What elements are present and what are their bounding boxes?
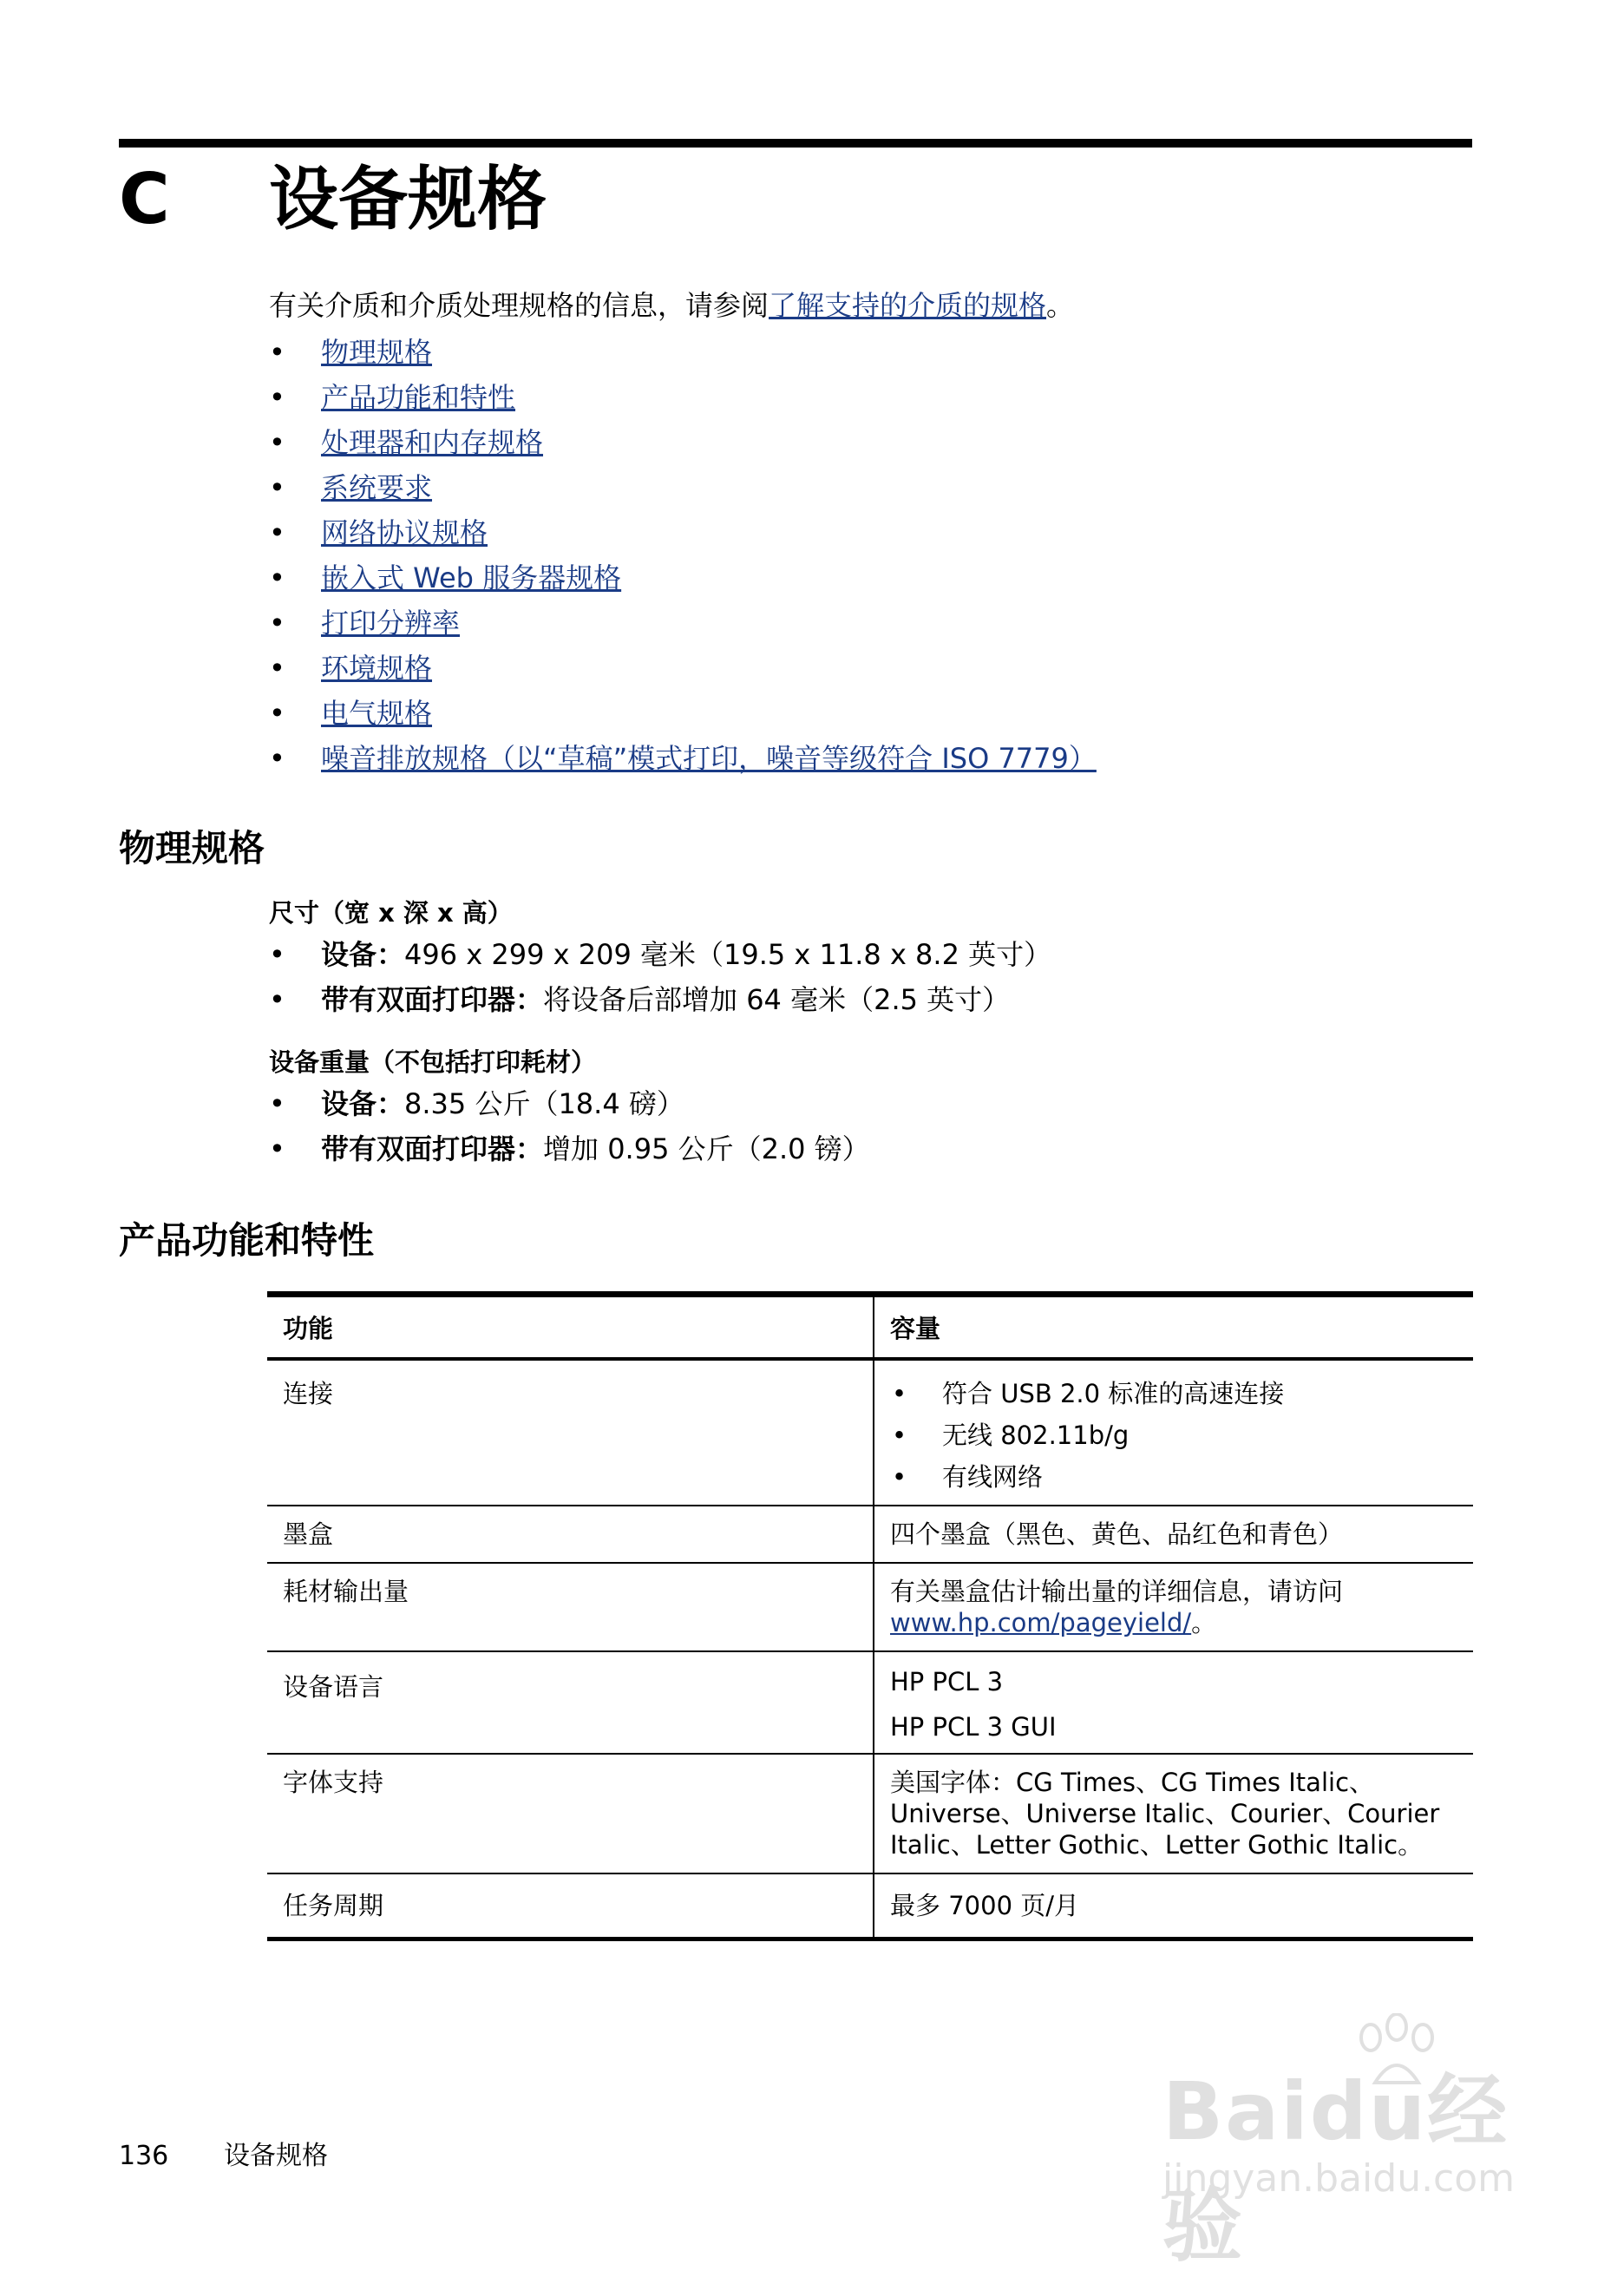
yield-end: 。 bbox=[1191, 1608, 1217, 1637]
toc-link-resolution[interactable]: 打印分辨率 bbox=[321, 607, 461, 640]
list-item bbox=[890, 1414, 1457, 1456]
feature-name: 耗材输出量 bbox=[267, 1563, 874, 1651]
feature-value: 四个墨盒（黑色、黄色、品红色和青色） bbox=[874, 1506, 1473, 1563]
feature-value bbox=[874, 1563, 1473, 1651]
bullet: • bbox=[269, 471, 285, 504]
toc-link-features[interactable]: 产品功能和特性 bbox=[321, 381, 516, 414]
bullet: • bbox=[269, 607, 285, 640]
item-label: 设备： bbox=[321, 938, 405, 971]
bullet: • bbox=[269, 938, 285, 971]
footer-title: 设备规格 bbox=[224, 2141, 328, 2171]
col-header-feature: 功能 bbox=[267, 1295, 874, 1360]
item-value: 8.35 公斤（18.4 磅） bbox=[404, 1087, 684, 1120]
feature-value bbox=[874, 1359, 1473, 1506]
feature-value: 最多 7000 页/月 bbox=[874, 1873, 1473, 1939]
list-item-text: 符合 USB 2.0 标准的高速连接 bbox=[942, 1379, 1285, 1408]
table-row bbox=[267, 1873, 1473, 1939]
toc-list bbox=[269, 330, 1097, 781]
list-item bbox=[890, 1373, 1457, 1414]
intro-end: 。 bbox=[1046, 289, 1075, 322]
toc-link-network[interactable]: 网络协议规格 bbox=[321, 516, 488, 549]
item-label: 带有双面打印器： bbox=[321, 983, 544, 1016]
feature-name: 字体支持 bbox=[267, 1754, 874, 1873]
dimensions-label: 尺寸（宽 x 深 x 高） bbox=[269, 898, 513, 928]
language-line: HP PCL 3 GUI bbox=[890, 1712, 1057, 1742]
table-row bbox=[267, 1651, 1473, 1754]
table-row bbox=[267, 1506, 1473, 1563]
bullet: • bbox=[892, 1379, 907, 1408]
toc-link-physical[interactable]: 物理规格 bbox=[321, 336, 433, 369]
features-heading: 产品功能和特性 bbox=[119, 1219, 375, 1262]
weight-item bbox=[269, 1126, 870, 1171]
bullet: • bbox=[269, 516, 285, 549]
bullet: • bbox=[269, 983, 285, 1016]
table-row bbox=[267, 1563, 1473, 1651]
weight-list bbox=[269, 1081, 870, 1171]
table-header-row bbox=[267, 1295, 1473, 1360]
yield-text: 有关墨盒估计输出量的详细信息，请访问 bbox=[890, 1577, 1344, 1606]
toc-link-environment[interactable]: 环境规格 bbox=[321, 652, 433, 685]
toc-item bbox=[269, 510, 1097, 555]
list-item-text: 有线网络 bbox=[942, 1462, 1044, 1492]
list-item-text: 无线 802.11b/g bbox=[942, 1421, 1130, 1450]
watermark-url: jingyan.baidu.com bbox=[1162, 2156, 1516, 2201]
toc-item bbox=[269, 420, 1097, 465]
bullet: • bbox=[269, 652, 285, 685]
list-item bbox=[890, 1456, 1457, 1498]
weight-item bbox=[269, 1081, 870, 1126]
dimensions-list bbox=[269, 932, 1051, 1022]
item-label: 带有双面打印器： bbox=[321, 1132, 544, 1165]
toc-link-system[interactable]: 系统要求 bbox=[321, 471, 433, 504]
connectivity-list bbox=[890, 1373, 1457, 1498]
dimension-item bbox=[269, 932, 1051, 977]
chapter-letter: C bbox=[119, 159, 170, 240]
toc-link-electrical[interactable]: 电气规格 bbox=[321, 697, 433, 730]
toc-item bbox=[269, 646, 1097, 691]
features-table bbox=[267, 1291, 1473, 1941]
bullet: • bbox=[269, 742, 285, 775]
toc-item bbox=[269, 691, 1097, 736]
toc-item bbox=[269, 736, 1097, 781]
toc-item bbox=[269, 465, 1097, 510]
bullet: • bbox=[269, 1087, 285, 1120]
toc-link-ews[interactable]: 嵌入式 Web 服务器规格 bbox=[321, 561, 622, 594]
feature-name: 墨盒 bbox=[267, 1506, 874, 1563]
feature-name: 连接 bbox=[267, 1359, 874, 1506]
page-number: 136 bbox=[119, 2141, 169, 2171]
feature-name: 任务周期 bbox=[267, 1873, 874, 1939]
pageyield-link[interactable]: www.hp.com/pageyield/ bbox=[890, 1608, 1192, 1637]
weight-label: 设备重量（不包括打印耗材） bbox=[269, 1047, 597, 1077]
language-line: HP PCL 3 bbox=[890, 1667, 1004, 1696]
bullet: • bbox=[269, 1132, 285, 1165]
feature-value: 美国字体：CG Times、CG Times Italic、Universe、Universe Italic、Courier、Courier Italic、Letter Gothic、Letter Gothic Italic。 bbox=[874, 1754, 1473, 1873]
watermark-logo: Baidu经验 bbox=[1162, 2065, 1509, 2273]
item-label: 设备： bbox=[321, 1087, 405, 1120]
feature-value bbox=[874, 1651, 1473, 1754]
bullet: • bbox=[892, 1421, 907, 1450]
item-value: 将设备后部增加 64 毫米（2.5 英寸） bbox=[543, 983, 1011, 1016]
media-spec-link[interactable]: 了解支持的介质的规格 bbox=[769, 289, 1047, 322]
bullet: • bbox=[269, 561, 285, 594]
table-row bbox=[267, 1754, 1473, 1873]
physical-heading: 物理规格 bbox=[119, 827, 265, 869]
toc-link-acoustic[interactable]: 噪音排放规格（以“草稿”模式打印，噪音等级符合 ISO 7779） bbox=[321, 742, 1097, 775]
bullet: • bbox=[269, 697, 285, 730]
bullet: • bbox=[892, 1462, 907, 1492]
intro-text: 有关介质和介质处理规格的信息，请参阅 bbox=[269, 289, 769, 322]
bullet: • bbox=[269, 381, 285, 414]
table-row bbox=[267, 1359, 1473, 1506]
baidu-watermark bbox=[1145, 2013, 1536, 2273]
item-value: 496 x 299 x 209 毫米（19.5 x 11.8 x 8.2 英寸） bbox=[404, 938, 1052, 971]
chapter-top-rule bbox=[119, 139, 1472, 148]
feature-name: 设备语言 bbox=[267, 1651, 874, 1754]
intro-paragraph bbox=[269, 286, 1074, 325]
bullet: • bbox=[269, 336, 285, 369]
bullet: • bbox=[269, 426, 285, 459]
toc-item bbox=[269, 330, 1097, 375]
dimension-item bbox=[269, 977, 1051, 1022]
chapter-title: 设备规格 bbox=[269, 159, 547, 240]
toc-item bbox=[269, 555, 1097, 600]
item-value: 增加 0.95 公斤（2.0 镑） bbox=[543, 1132, 870, 1165]
toc-item bbox=[269, 600, 1097, 646]
col-header-capacity: 容量 bbox=[890, 1314, 941, 1343]
toc-link-processor[interactable]: 处理器和内存规格 bbox=[321, 426, 544, 459]
toc-item bbox=[269, 375, 1097, 420]
language-stack bbox=[890, 1659, 1457, 1749]
